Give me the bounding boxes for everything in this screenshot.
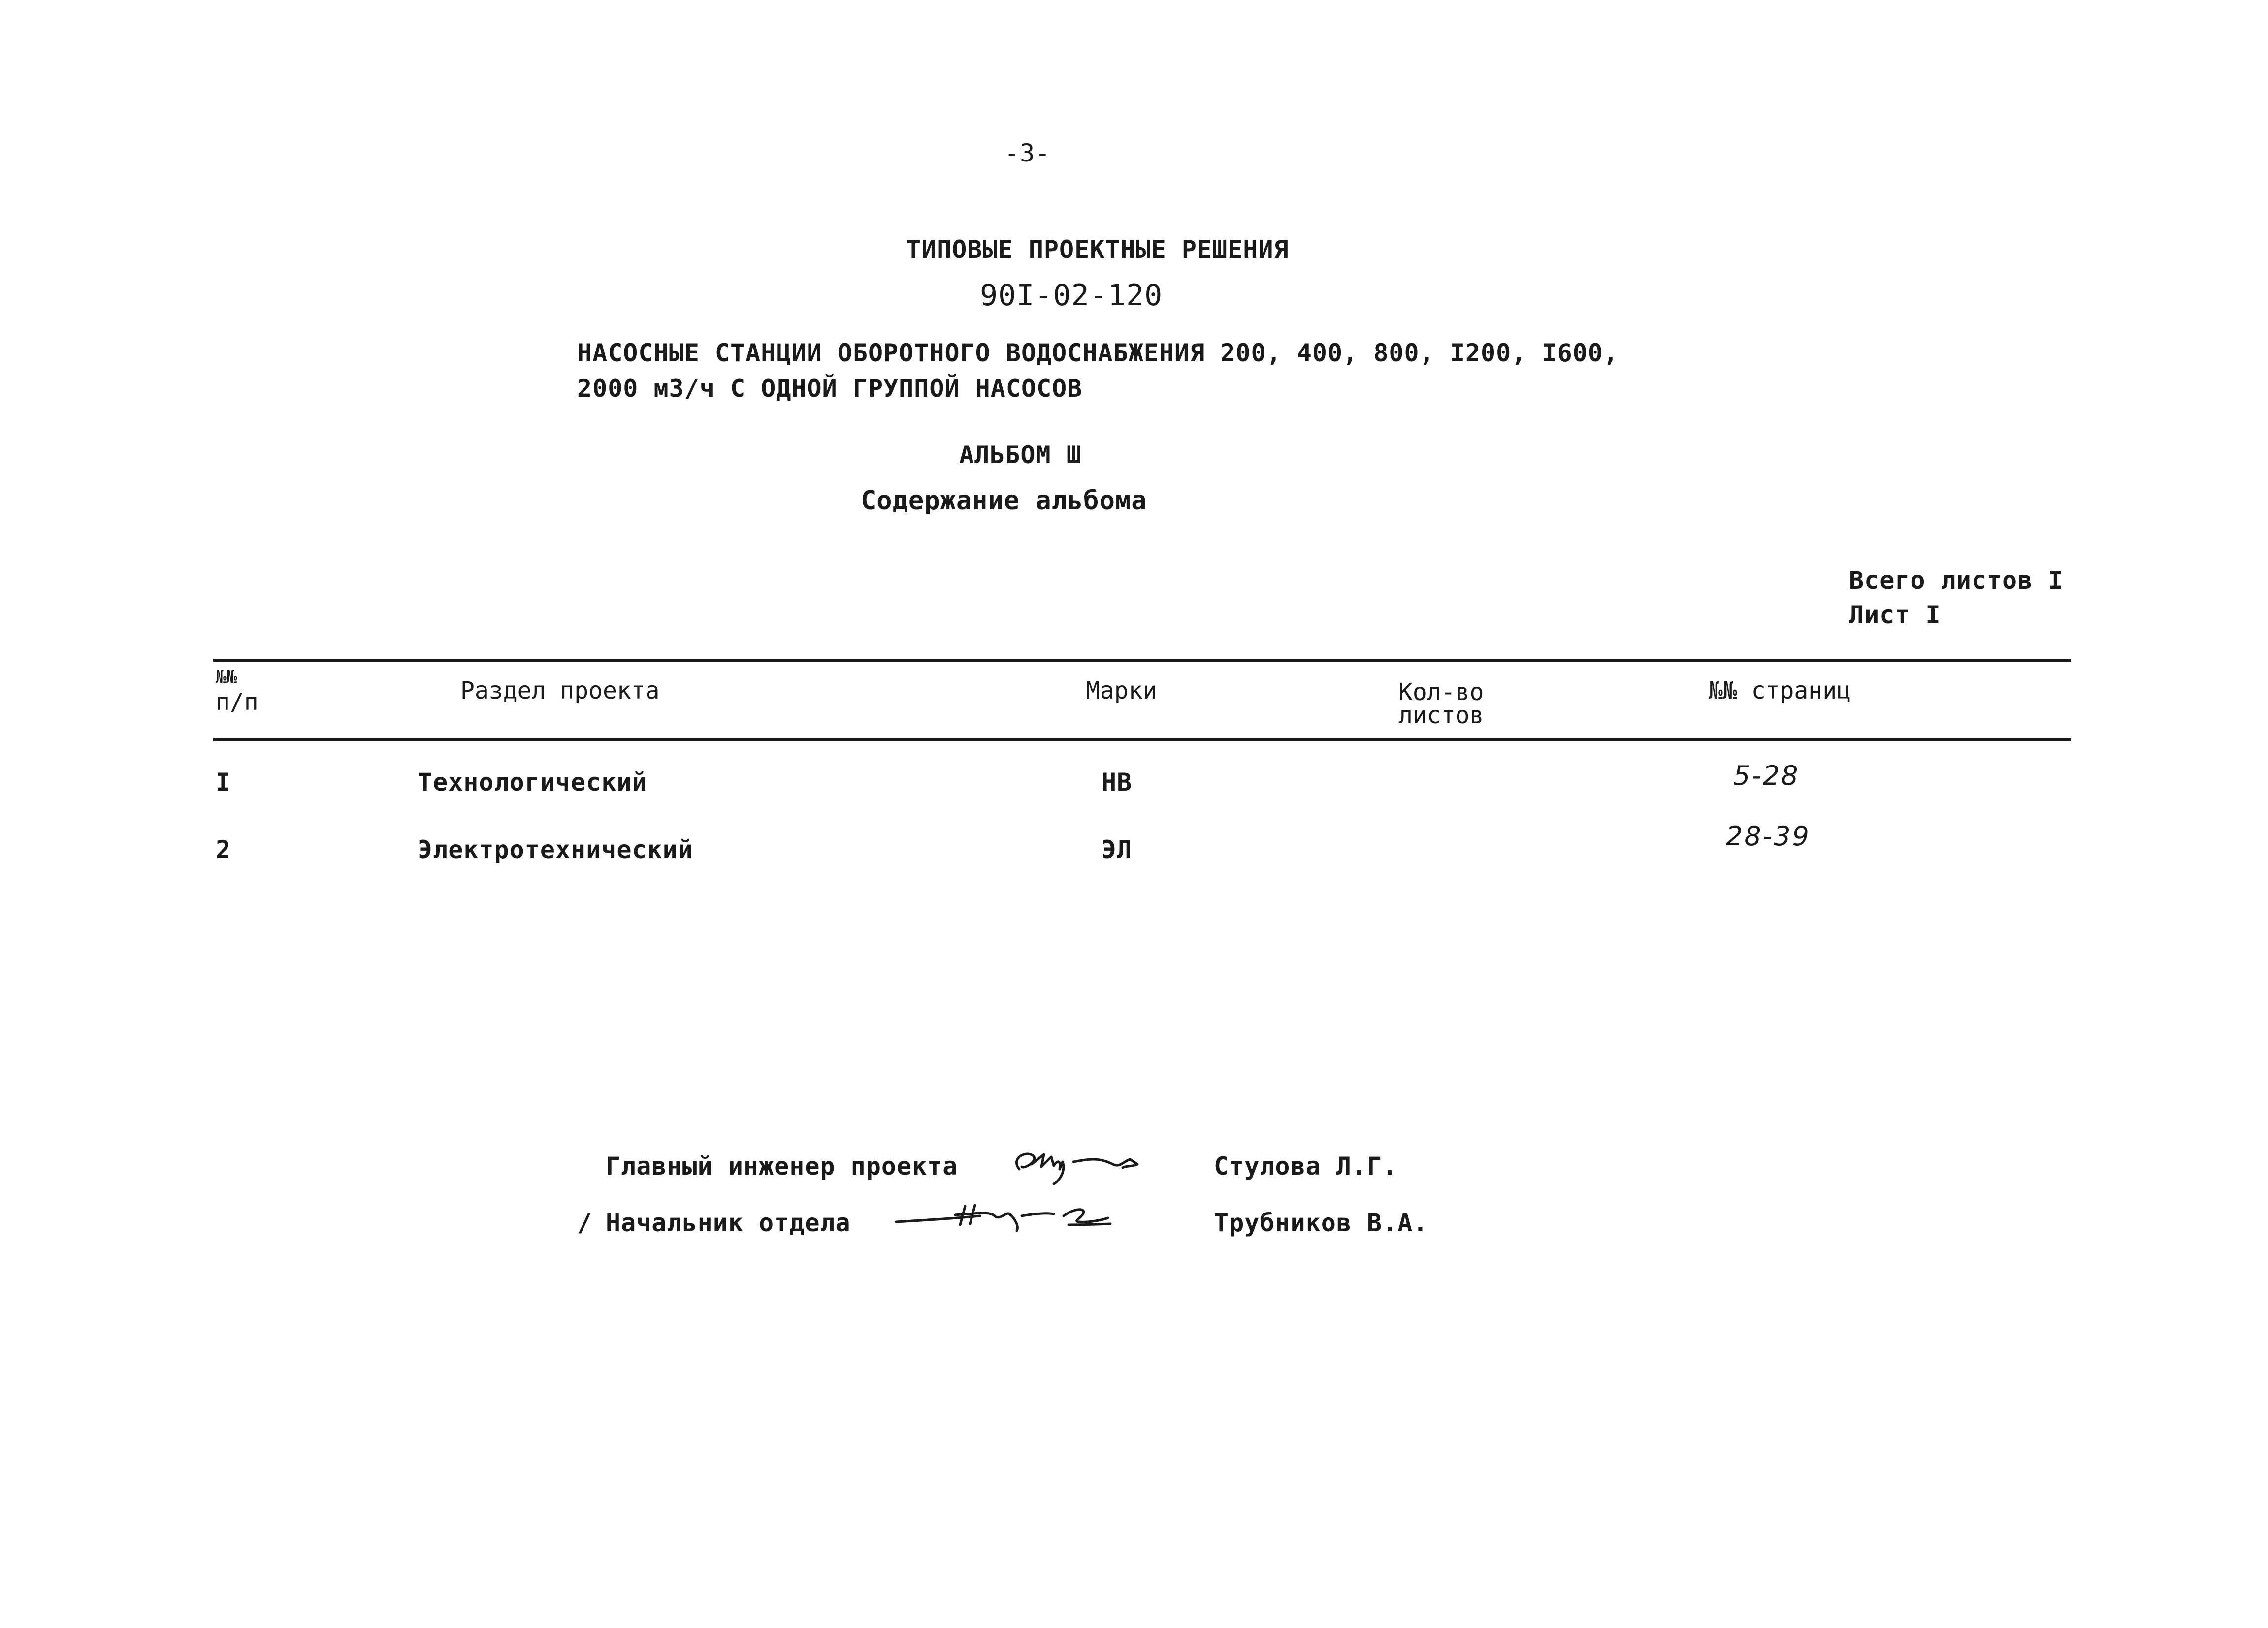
header-num-line2: п/п [216, 688, 259, 716]
dept-head-name: Трубников В.А. [1214, 1209, 1428, 1237]
dept-head-signature [891, 1196, 1118, 1236]
row-section: Электротехнический [418, 835, 693, 864]
header-section: Раздел проекта [460, 677, 660, 704]
header-num-line1: №№ [216, 667, 237, 687]
header-qty-line2: листов [1398, 702, 1484, 729]
row-num: 2 [216, 835, 231, 864]
album-label: АЛЬБОМ Ш [959, 441, 1082, 469]
dept-head-role: Начальник отдела [606, 1209, 851, 1237]
page-number: -3- [1004, 139, 1051, 167]
series-title: ТИПОВЫЕ ПРОЕКТНЫЕ РЕШЕНИЯ [906, 235, 1289, 264]
row-section: Технологический [418, 768, 648, 797]
header-marks: Марки [1086, 677, 1157, 704]
row-mark: ЭЛ [1102, 835, 1133, 864]
sheet-number: Лист I [1849, 601, 1941, 629]
row-pages: 5-28 [1733, 760, 1800, 791]
row-mark: НВ [1102, 768, 1133, 797]
project-title-line2: 2000 м3/ч С ОДНОЙ ГРУППОЙ НАСОСОВ [577, 374, 1083, 403]
table-top-rule [213, 659, 2071, 662]
table-header-rule [213, 738, 2071, 741]
header-qty-line1: Кол-во [1398, 678, 1484, 706]
dept-head-mark: / [577, 1209, 593, 1237]
row-pages: 28-39 [1726, 821, 1811, 852]
header-pages: №№ страниц [1709, 677, 1851, 704]
row-num: I [216, 768, 231, 797]
contents-title: Содержание альбома [861, 486, 1147, 515]
chief-engineer-name: Стулова Л.Г. [1214, 1152, 1398, 1181]
project-code: 90I-02-120 [980, 278, 1163, 313]
chief-engineer-role: Главный инженер проекта [606, 1152, 958, 1181]
chief-engineer-signature [1000, 1142, 1147, 1186]
project-title-line1: НАСОСНЫЕ СТАНЦИИ ОБОРОТНОГО ВОДОСНАБЖЕНИЯ 200, 400, 800, I200, I600, [577, 339, 1619, 367]
sheets-total: Всего листов I [1849, 566, 2064, 595]
